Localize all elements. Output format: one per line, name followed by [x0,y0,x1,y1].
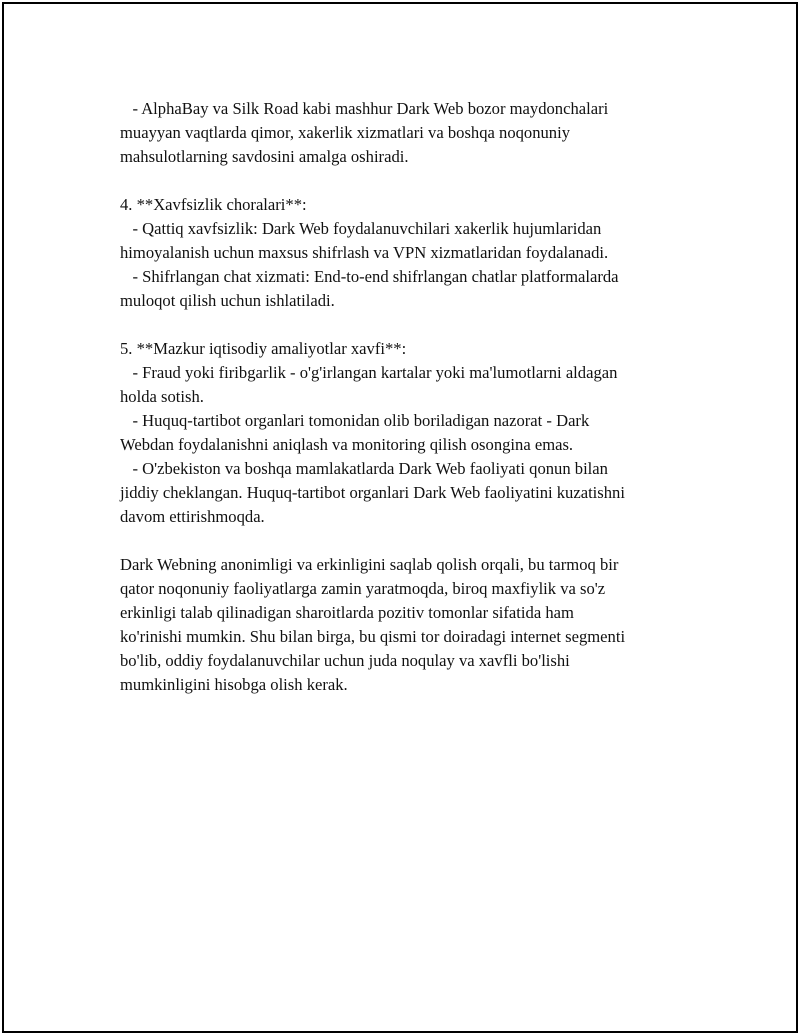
text-line: jiddiy cheklangan. Huquq-tartibot organlari Dark Web faoliyatini kuzatishni [120,483,625,502]
paragraph-gap [120,529,700,553]
text-line: - Shifrlangan chat xizmati: End-to-end shifrlangan chatlar platformalarda [120,267,619,286]
text-line: mumkinligini hisobga olish kerak. [120,675,348,694]
text-line: ko'rinishi mumkin. Shu bilan birga, bu qismi tor doiradagi internet segmenti [120,627,626,646]
document-body [120,97,700,697]
text-line: mahsulotlarning savdosini amalga oshiradi. [120,147,409,166]
paragraph-gap [120,169,700,193]
text-line: - Huquq-tartibot organlari tomonidan olib boriladigan nazorat - Dark [120,411,590,430]
text-line: - AlphaBay va Silk Road kabi mashhur Dark Web bozor maydonchalari [120,99,609,118]
text-line: holda sotish. [120,387,204,406]
text-line: himoyalanish uchun maxsus shifrlash va VPN xizmatlaridan foydalanadi. [120,243,609,262]
section-heading: 4. **Xavfsizlik choralari**: [120,195,307,214]
text-line: - O'zbekiston va boshqa mamlakatlarda Dark Web faoliyati qonun bilan [120,459,608,478]
text-line: muayyan vaqtlarda qimor, xakerlik xizmatlari va boshqa noqonuniy [120,123,571,142]
section-heading: 5. **Mazkur iqtisodiy amaliyotlar xavfi**: [120,339,407,358]
text-line: bo'lib, oddiy foydalanuvchilar uchun juda noqulay va xavfli bo'lishi [120,651,570,670]
text-line: erkinligi talab qilinadigan sharoitlarda pozitiv tomonlar sifatida ham [120,603,574,622]
text-line: - Qattiq xavfsizlik: Dark Web foydalanuvchilari xakerlik hujumlaridan [120,219,602,238]
text-line: qator noqonuniy faoliyatlarga zamin yaratmoqda, biroq maxfiylik va so'z [120,579,606,598]
text-line: Webdan foydalanishni aniqlash va monitoring qilish osongina emas. [120,435,574,454]
text-line: - Fraud yoki firibgarlik - o'g'irlangan kartalar yoki ma'lumotlarni aldagan [120,363,618,382]
text-line: davom ettirishmoqda. [120,507,265,526]
page-frame [2,2,798,1033]
text-line: muloqot qilish uchun ishlatiladi. [120,291,335,310]
paragraph-gap [120,313,700,337]
text-line: Dark Webning anonimligi va erkinligini saqlab qolish orqali, bu tarmoq bir [120,555,619,574]
